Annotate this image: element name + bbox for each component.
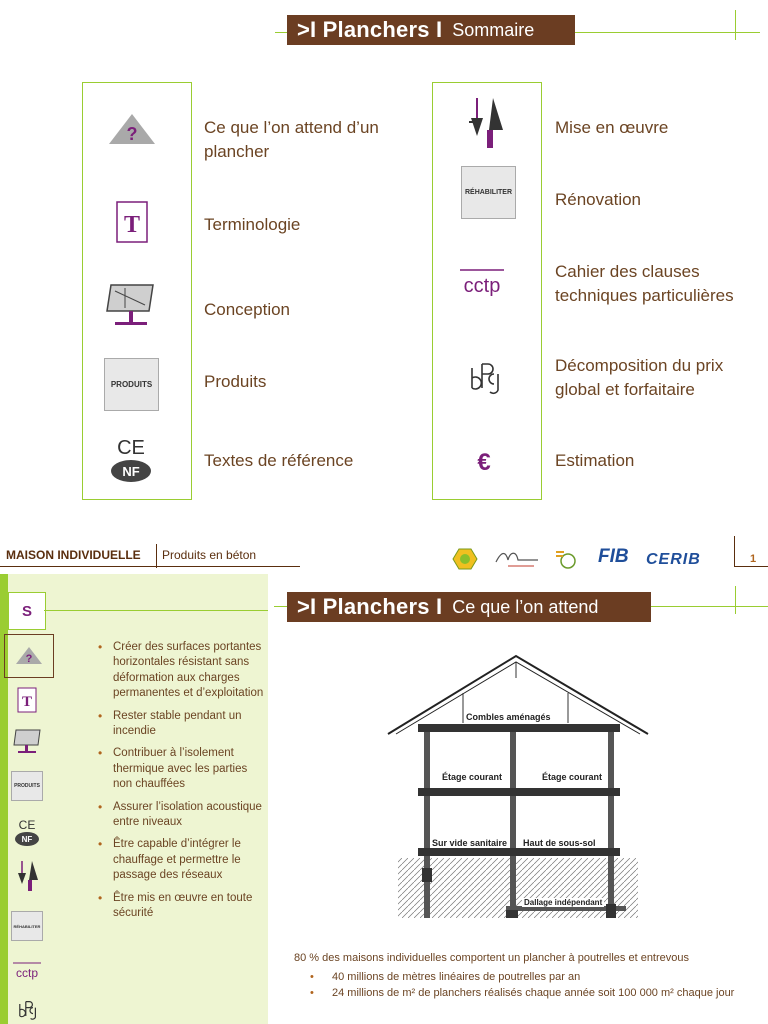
menu-item-renovation[interactable]: Rénovation	[555, 190, 642, 209]
menu-item-produits[interactable]: Produits	[204, 372, 267, 391]
title-line-right	[575, 32, 760, 33]
trowel-tools-icon[interactable]	[462, 96, 508, 150]
ce-nf-icon[interactable]	[108, 436, 154, 484]
sommaire-title-bar	[287, 15, 575, 45]
list-item: • Assurer l’isolation acoustique entre niveaux	[96, 800, 266, 831]
logo-cerib: CERIB	[646, 551, 701, 568]
list-item: • Être capable d’intégrer le chauffage et permettre le passage des réseaux	[96, 837, 266, 883]
house-cross-section-diagram	[378, 648, 658, 938]
rehabiliter-box-icon[interactable]: RÉHABILITER	[461, 166, 516, 219]
section-subtitle: Ce que l’on attend	[452, 596, 599, 617]
dpgf-icon[interactable]	[464, 360, 504, 396]
title2-line-tick	[735, 586, 736, 614]
svg-text:CE: CE	[117, 437, 145, 459]
logo-quality	[554, 548, 578, 570]
sidebar-question-icon[interactable]	[4, 634, 54, 678]
logo-hexagon	[452, 548, 478, 570]
list-item: • 24 millions de m² de planchers réalisés chaque année soit 100 000 m² chaque jour	[308, 986, 758, 1000]
statistics-list	[308, 970, 758, 1002]
svg-text:?: ?	[126, 124, 138, 144]
label-etage-gauche: Étage courant	[442, 772, 503, 782]
list-item: • Créer des surfaces portantes horizontales résistant sans déformation aux charges permanentes et d’exploitation	[96, 640, 266, 702]
menu-item-textes[interactable]: Textes de référence	[204, 451, 354, 470]
label-vide-sanitaire: Sur vide sanitaire	[432, 838, 508, 848]
produits-box-icon[interactable]: PRODUITS	[104, 358, 159, 411]
sidebar-ce-nf-icon[interactable]	[11, 818, 43, 846]
menu-item-conception[interactable]: Conception	[204, 300, 291, 319]
sidebar-dpgf-icon[interactable]	[11, 996, 43, 1024]
list-item: • Être mis en œuvre en toute sécurité	[96, 891, 266, 922]
header-separator	[156, 544, 157, 568]
svg-text:NF: NF	[122, 464, 140, 479]
sidebar-line	[44, 610, 268, 611]
menu-item-cctp[interactable]: Cahier des clauses techniques particulières	[555, 262, 734, 305]
svg-text:cctp: cctp	[15, 966, 39, 980]
svg-text:T: T	[123, 212, 141, 238]
list-item: • Contribuer à l’isolement thermique avec les parties non chauffées	[96, 746, 266, 792]
title-line-tick	[735, 10, 736, 40]
label-combles: Combles aménagés	[466, 712, 551, 722]
label-etage-droite: Étage courant	[542, 772, 603, 782]
header-subtitle: Produits en béton	[162, 548, 257, 562]
svg-text:?: ?	[25, 653, 33, 665]
sidebar-rehabiliter-icon[interactable]: RÉHABILITER	[11, 912, 43, 940]
svg-text:NF: NF	[21, 835, 33, 844]
sidebar-produits-icon[interactable]: PRODUITS	[11, 772, 43, 800]
list-item: • 40 millions de mètres linéaires de poutrelles par an	[308, 970, 758, 984]
section-title: >I Planchers I	[297, 594, 443, 619]
label-dallage: Dallage indépendant	[524, 898, 603, 907]
attentes-title-bar	[287, 592, 651, 622]
svg-text:cctp: cctp	[463, 275, 501, 297]
title2-line-right	[651, 606, 768, 607]
page-number-underline	[734, 566, 768, 567]
page-number-tick	[734, 536, 735, 566]
svg-text:CE: CE	[18, 818, 36, 832]
logo-signature	[494, 548, 540, 570]
sommaire-button[interactable]: S	[8, 592, 46, 630]
label-sous-sol: Haut de sous-sol	[523, 838, 596, 848]
requirements-list	[96, 640, 266, 929]
title-line-left	[275, 32, 287, 33]
title2-line-left	[274, 606, 287, 607]
question-triangle-icon[interactable]	[106, 110, 158, 150]
menu-item-terminologie[interactable]: Terminologie	[204, 215, 301, 234]
header-underline	[0, 566, 300, 567]
menu-item-attentes[interactable]: Ce que l’on attend d’un plancher	[204, 118, 379, 161]
svg-text:T: T	[21, 694, 33, 710]
euro-icon[interactable]: €	[477, 449, 491, 476]
drafting-table-icon[interactable]	[105, 283, 157, 327]
sidebar-cctp-icon[interactable]	[11, 956, 43, 984]
sidebar-tools-icon[interactable]	[11, 862, 43, 890]
page-title: >I Planchers I	[297, 17, 443, 42]
t-document-icon[interactable]	[115, 200, 149, 244]
menu-item-dpgf[interactable]: Décomposition du prix global et forfaitaire	[555, 356, 724, 399]
page-subtitle: Sommaire	[452, 19, 535, 40]
sidebar-drafting-icon[interactable]	[11, 728, 43, 756]
menu-item-estimation[interactable]: Estimation	[555, 451, 635, 470]
sidebar-t-icon[interactable]	[11, 686, 43, 714]
cctp-icon[interactable]	[458, 264, 506, 298]
menu-item-mise-en-oeuvre[interactable]: Mise en œuvre	[555, 118, 669, 137]
list-item: • Rester stable pendant un incendie	[96, 709, 266, 740]
header-section-title: MAISON INDIVIDUELLE	[6, 548, 141, 562]
logo-fib: FIB	[598, 546, 629, 567]
page-number: 1	[750, 553, 757, 565]
statistic-intro: 80 % des maisons individuelles comportent un plancher à poutrelles et entrevous	[294, 952, 690, 964]
